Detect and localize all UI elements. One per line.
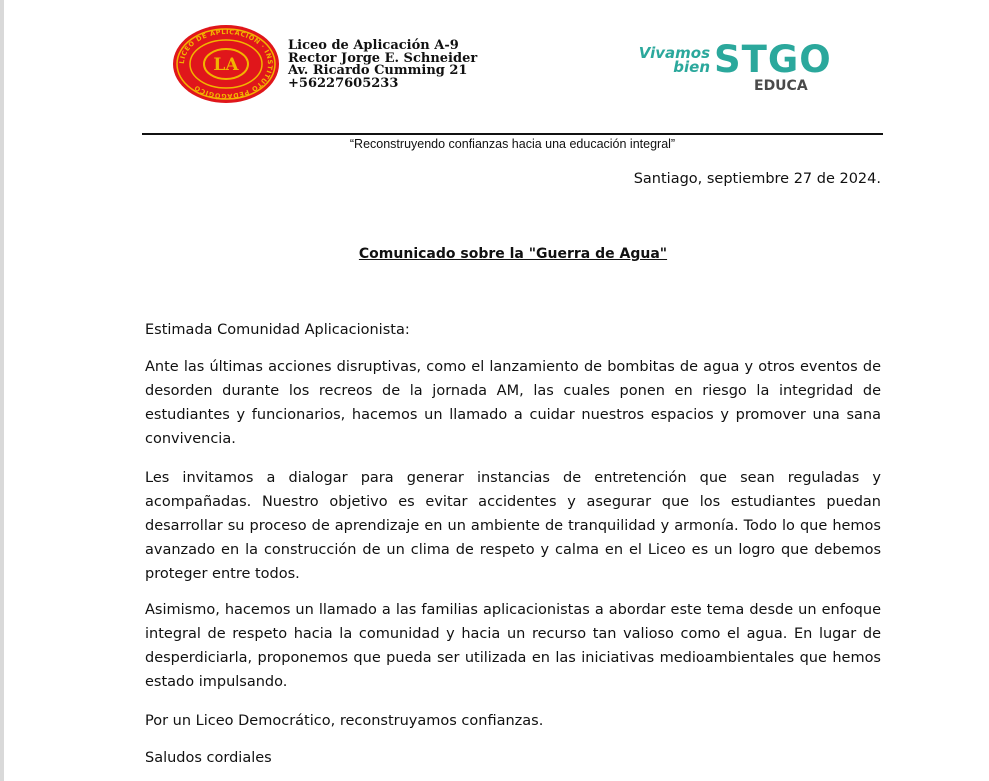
rector-name: Rector Jorge E. Schneider (288, 50, 478, 66)
logo-educa: EDUCA (754, 78, 808, 94)
letter-title: Comunicado sobre la "Guerra de Agua" (358, 246, 668, 262)
letter-paragraph: Les invitamos a dialogar para generar instancias de entretención que sean reguladas y acompañadas. Nuestro objetivo es evitar accidentes y asegurar que los estudiantes puedan desarrollar su proceso de aprendizaje en un ambiente de tranquilidad y armonía. Todo lo que hemos avanzado en la construcción de un clima de respeto y calma en el Liceo es un logro que debemos proteger entre todos. (145, 470, 881, 582)
school-info (288, 40, 477, 90)
school-phone: +56227605233 (288, 75, 399, 91)
letter-greeting: Estimada Comunidad Aplicacionista: (145, 322, 410, 338)
seal-ring-text: LICEO DE APLICACIÓN · INSTITUTO PEDAGÓGICO (177, 27, 275, 101)
letter-paragraph: Ante las últimas acciones disruptivas, como el lanzamiento de bombitas de agua y otros eventos de desorden durante los recreos de la jornada AM, las cuales ponen en riesgo la integridad de estudiantes y funcionarios, hacemos un llamado a cuidar nuestros espacios y promover una sana convivencia. (145, 359, 881, 447)
logo-stgo: STGO (714, 38, 832, 81)
school-address: Av. Ricardo Cumming 21 (288, 63, 468, 78)
letter-closing: Por un Liceo Democrático, reconstruyamos confianzas. (145, 713, 544, 729)
logo-bien: bien (673, 58, 710, 76)
letterhead (0, 0, 989, 160)
seal-monogram: LA (213, 55, 239, 75)
letter-paragraph: Asimismo, hacemos un llamado a las familias aplicacionistas a abordar este tema desde un enfoque integral de respeto hacia la comunidad y hacia un recurso tan valioso como el agua. En lugar de desperdiciarla, proponemos que pueda ser utilizada en las iniciativas medioambientales que hemos estado impulsando. (145, 602, 881, 690)
letter-date: Santiago, septiembre 27 de 2024. (633, 171, 881, 187)
logo-vivamos: Vivamos (638, 44, 710, 62)
logo-tagline (630, 46, 710, 74)
stgo-educa-logo (630, 40, 870, 100)
school-motto: “Reconstruyendo confianzas hacia una educación integral” (349, 137, 676, 151)
header-divider (142, 133, 883, 135)
school-seal-icon (172, 24, 280, 104)
school-name: Liceo de Aplicación A-9 (288, 38, 459, 53)
letter-signoff: Saludos cordiales (145, 750, 272, 766)
